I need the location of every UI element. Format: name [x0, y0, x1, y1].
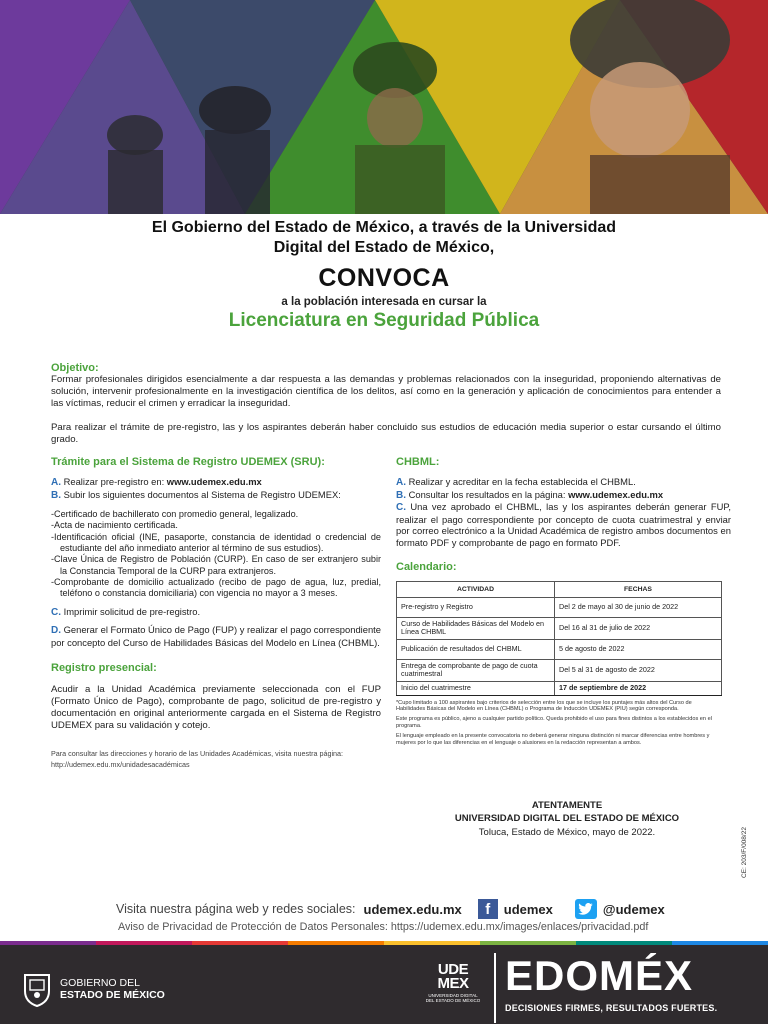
right-column: [396, 456, 731, 749]
step-letter: A.: [396, 477, 406, 488]
step-letter: C.: [396, 502, 406, 514]
left-column: [51, 456, 381, 770]
activity-cell: Curso de Habilidades Básicas del Modelo en Línea CHBML: [397, 617, 555, 639]
date-cell: 5 de agosto de 2022: [555, 639, 722, 659]
footer: [0, 941, 768, 1024]
document-item: -Comprobante de domicilio actualizado (recibo de pago de agua, luz, predial, teléfono o constancia domiciliaria) con vigencia no mayor a 3 meses.: [51, 576, 381, 599]
fine-print-3: El lenguaje empleado en la presente convocatoria no deberá generar ninguna distinción ni marcar diferencias entre hombres y mujeres por lo que las diferencias en el lenguaje o alusiones en la redacción representan a ambos.: [396, 732, 710, 746]
ce-code: CE: 203/F/008/22: [741, 827, 748, 878]
title-block: [0, 218, 768, 332]
calendar-table: [396, 581, 722, 696]
chbml-step-b: [396, 489, 731, 502]
tramite-step-c: [51, 606, 381, 619]
document-item: -Acta de nacimiento certificada.: [51, 520, 178, 531]
direcciones-note: [51, 748, 381, 770]
convoca-heading: CONVOCA: [318, 264, 450, 292]
date-cell: Del 16 al 31 de julio de 2022: [555, 617, 722, 639]
documents-list: [51, 509, 381, 599]
atentamente-label: ATENTAMENTE: [531, 800, 603, 811]
step-text: Realizar y acreditar en la fecha establecida el CHBML.: [408, 476, 636, 487]
step-text: Subir los siguientes documentos al Sistema de Registro UDEMEX:: [63, 488, 341, 500]
gobierno-logo: [22, 971, 165, 1007]
step-letter: D.: [51, 625, 61, 637]
edomex-slogan: DECISIONES FIRMES, RESULTADOS FUERTES.: [505, 1003, 718, 1013]
table-row: [397, 617, 722, 639]
registro-title: Registro presencial:: [51, 662, 157, 675]
activity-cell: Pre-registro y Registro: [397, 597, 555, 617]
tramite-step-d: [51, 624, 381, 648]
edomex-logo: [505, 952, 718, 1013]
step-letter: B.: [51, 489, 61, 501]
licenciatura-title: Licenciatura en Seguridad Pública: [228, 310, 540, 331]
calendario-title: Calendario:: [396, 560, 457, 573]
fine-print-1: *Cupo limitado a 100 aspirantes bajo criterios de selección entre los que se incluye los puntajes más altos del Curso de Habilidades Básicas del Modelo en Línea (CHBML) o Programa de Inducción UDEMEX (PIU) según corresponda.: [396, 699, 692, 713]
udemex-logo: [424, 963, 482, 1003]
footer-divider: [494, 953, 496, 1023]
edomex-wordmark: EDOMÉX: [505, 952, 694, 999]
table-row: [397, 639, 722, 659]
objetivo-title: Objetivo:: [51, 362, 99, 374]
column-header-fechas: FECHAS: [555, 581, 722, 597]
date-cell: 17 de septiembre de 2022: [555, 681, 722, 695]
signature-block: [402, 800, 732, 838]
university-name: UNIVERSIDAD DIGITAL DEL ESTADO DE MÉXICO: [454, 813, 680, 824]
privacy-notice[interactable]: Aviso de Privacidad de Protección de Datos Personales: https://udemex.edu.mx/images/enlaces/privacidad.pdf: [118, 921, 649, 933]
social-bar: [116, 898, 665, 920]
document-item: -Clave Única de Registro de Población (CURP). En caso de ser extranjero subir la Constancia Temporal de la CURP para extranjeros.: [51, 554, 381, 576]
prereg-note: Para realizar el trámite de pre-registro, las y los aspirantes deberán haber concluido sus estudios de educación media superior o estar cursando el último grado.: [51, 422, 721, 446]
table-row: [397, 659, 722, 681]
hero-illustration: [0, 0, 768, 214]
registro-text: Acudir a la Unidad Académica previamente seleccionada con el FUP (Formato Único de Pago), comprobante de pago, solicitud de pre-registro y documentación en original anteriormente cargada en el Sistema de Registro UDEMEX para su validación y cotejo.: [51, 684, 381, 732]
gobierno-line-2: ESTADO DE MÉXICO: [60, 989, 165, 1001]
fine-print: [396, 700, 722, 747]
udemex-link[interactable]: www.udemex.edu.mx: [568, 488, 664, 500]
chbml-step-a: [396, 476, 731, 489]
date-cell: Del 5 al 31 de agosto de 2022: [555, 659, 722, 681]
twitter-link[interactable]: [575, 899, 665, 919]
hero-banner: [0, 0, 768, 214]
facebook-handle: udemex: [503, 901, 553, 917]
tramite-step-a: [51, 476, 381, 489]
place-date: Toluca, Estado de México, mayo de 2022.: [478, 827, 656, 838]
rainbow-stripe: [0, 941, 768, 945]
website-link[interactable]: udemex.edu.mx: [363, 901, 462, 917]
tramite-title: Trámite para el Sistema de Registro UDEMEX (SRU):: [51, 456, 325, 468]
column-header-actividad: ACTIVIDAD: [397, 581, 555, 597]
step-letter: C.: [51, 606, 61, 618]
udemex-logo-line-1: UDE: [437, 961, 469, 978]
coat-of-arms-icon: [22, 971, 52, 1007]
gobierno-line-1: GOBIERNO DEL: [60, 977, 140, 989]
objetivo-section: [51, 362, 721, 411]
direcciones-link[interactable]: http://udemex.edu.mx/unidadesacadémicas: [51, 760, 190, 770]
udemex-link[interactable]: www.udemex.edu.mx: [166, 476, 262, 487]
step-letter: A.: [51, 477, 61, 488]
date-cell: Del 2 de mayo al 30 de junio de 2022: [555, 597, 722, 617]
document-item: -Certificado de bachillerato con promedio general, legalizado.: [51, 509, 299, 520]
table-row: [397, 597, 722, 617]
activity-cell: Inicio del cuatrimestre: [397, 681, 555, 695]
step-text: Una vez aprobado el CHBML, las y los aspirantes deberán generar FUP, realizar el pago correspondiente por concepto de cuota cuatrimestral y enviar por correo electrónico a la Unidad Académica de registro ambos documentos en formato PDF y comprobante de pago en formato PDF.: [396, 501, 731, 548]
facebook-link[interactable]: [478, 899, 553, 919]
intro-line-1: El Gobierno del Estado de México, a través de la Universidad: [151, 219, 617, 236]
table-row: [397, 681, 722, 695]
objetivo-text: Formar profesionales dirigidos esencialmente a dar respuesta a las demandas y problemas relacionados con la inseguridad, proponiendo alternativas de solución, intervenir profesionalmente en la investigación científica de los delitos, así como en la generación y aplicación de conocimientos para entender a las víctimas, reducir el crimen y erradicar la inseguridad.: [51, 374, 721, 410]
visit-text: Visita nuestra página web y redes sociales:: [116, 902, 356, 916]
poblacion-line: a la población interesada en cursar la: [281, 296, 487, 308]
step-letter: B.: [396, 489, 406, 501]
document-item: -Identificación oficial (INE, pasaporte, constancia de identidad o credencial de estudiante del año inmediato anterior al término de sus estudios).: [51, 531, 381, 554]
twitter-icon: [575, 899, 597, 919]
twitter-handle: @udemex: [602, 901, 665, 917]
activity-cell: Entrega de comprobante de pago de cuota cuatrimestral: [397, 659, 555, 681]
tramite-step-b: [51, 489, 381, 502]
facebook-icon: f: [478, 899, 498, 919]
step-text: Generar el Formato Único de Pago (FUP) y realizar el pago correspondiente por concepto del Curso de Habilidades Básicas del Modelo en Línea (CHBML).: [51, 624, 381, 648]
step-text: Consultar los resultados en la página:: [408, 488, 569, 500]
udemex-logo-sub: UNIVERSIDAD DIGITAL DEL ESTADO DE MÉXICO: [425, 993, 481, 1003]
gobierno-text: [60, 977, 165, 1001]
udemex-logo-line-2: MEX: [437, 975, 469, 992]
chbml-title: CHBML:: [396, 456, 440, 468]
direcciones-text: Para consultar las direcciones y horario de las Unidades Académicas, visita nuestra página:: [51, 749, 344, 759]
step-text: Imprimir solicitud de pre-registro.: [63, 605, 201, 617]
chbml-step-c: [396, 501, 731, 548]
intro-line-2: Digital del Estado de México,: [273, 239, 495, 256]
step-text: Realizar pre-registro en:: [63, 476, 167, 487]
fine-print-2: Este programa es público, ajeno a cualquier partido político. Queda prohibido el uso para fines distintos a los establecidos en el programa.: [396, 716, 712, 729]
activity-cell: Publicación de resultados del CHBML: [397, 639, 555, 659]
